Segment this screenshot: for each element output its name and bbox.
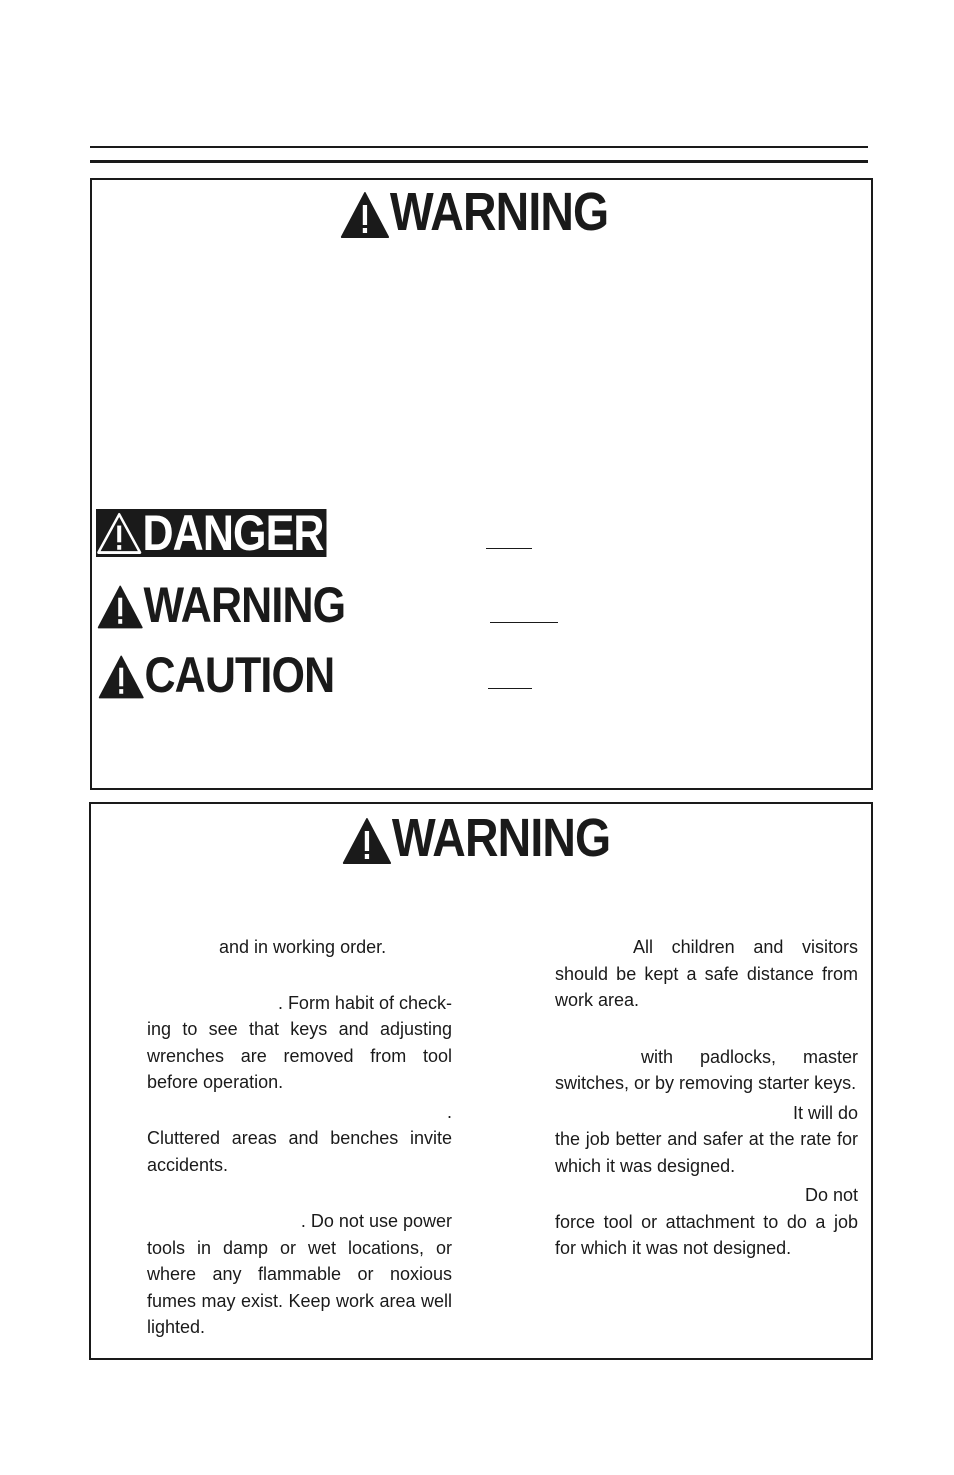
instruction-text: Do not	[804, 1185, 858, 1205]
instruction-text: ing to see that keys and adjusting wrenches are removed from tool before operation.	[147, 1019, 452, 1092]
danger-label: DANGER	[142, 505, 324, 561]
warning-signal-word	[97, 577, 346, 633]
instruction-text: tools in damp or wet locations, or where any flammable or noxious fumes may exist. Keep work area well lighted.	[147, 1237, 452, 1337]
safety-symbols-box	[90, 178, 873, 790]
instruction-text: All children and visitors should be kept a safe distance from work area.	[555, 937, 858, 1010]
header-rule-top	[90, 146, 868, 148]
warning-heading	[340, 182, 609, 242]
warning-heading-label: WARNING	[391, 808, 611, 868]
instruction-text: .	[446, 1101, 452, 1122]
instructions-right-column	[555, 934, 858, 1262]
safety-instructions-box	[89, 802, 873, 1360]
caution-signal-word	[98, 647, 335, 703]
warning-triangle-icon	[342, 817, 392, 865]
warning-triangle-icon	[98, 654, 144, 700]
instruction-text: Cluttered areas and benches invite accidents.	[147, 1128, 452, 1175]
instruction-text: the job better and safer at the rate for which it was designed.	[555, 1129, 858, 1176]
instruction-text: and in working order.	[219, 937, 387, 957]
instruction-text: . Form habit of check-	[277, 992, 452, 1013]
warning-triangle-icon	[97, 584, 143, 630]
caution-definition-underline	[488, 688, 532, 689]
header-rule-bottom	[90, 160, 868, 163]
warning-heading-label: WARNING	[389, 182, 609, 242]
caution-label: CAUTION	[144, 647, 335, 703]
instruction-text: force tool or attachment to do a job for which it was not designed.	[555, 1211, 858, 1258]
warning-triangle-icon	[340, 191, 390, 239]
danger-definition-underline	[486, 548, 532, 549]
warning-definition-underline	[490, 622, 558, 623]
warning-heading	[342, 808, 611, 868]
warning-triangle-icon	[96, 510, 142, 556]
danger-signal-word	[96, 505, 326, 561]
warning-label: WARNING	[143, 577, 346, 633]
instructions-left-column	[147, 934, 452, 1341]
instruction-text: It will do	[792, 1102, 858, 1123]
instruction-text: . Do not use power	[300, 1211, 452, 1231]
instruction-text: with padlocks, master switches, or by removing starter keys.	[555, 1046, 858, 1093]
